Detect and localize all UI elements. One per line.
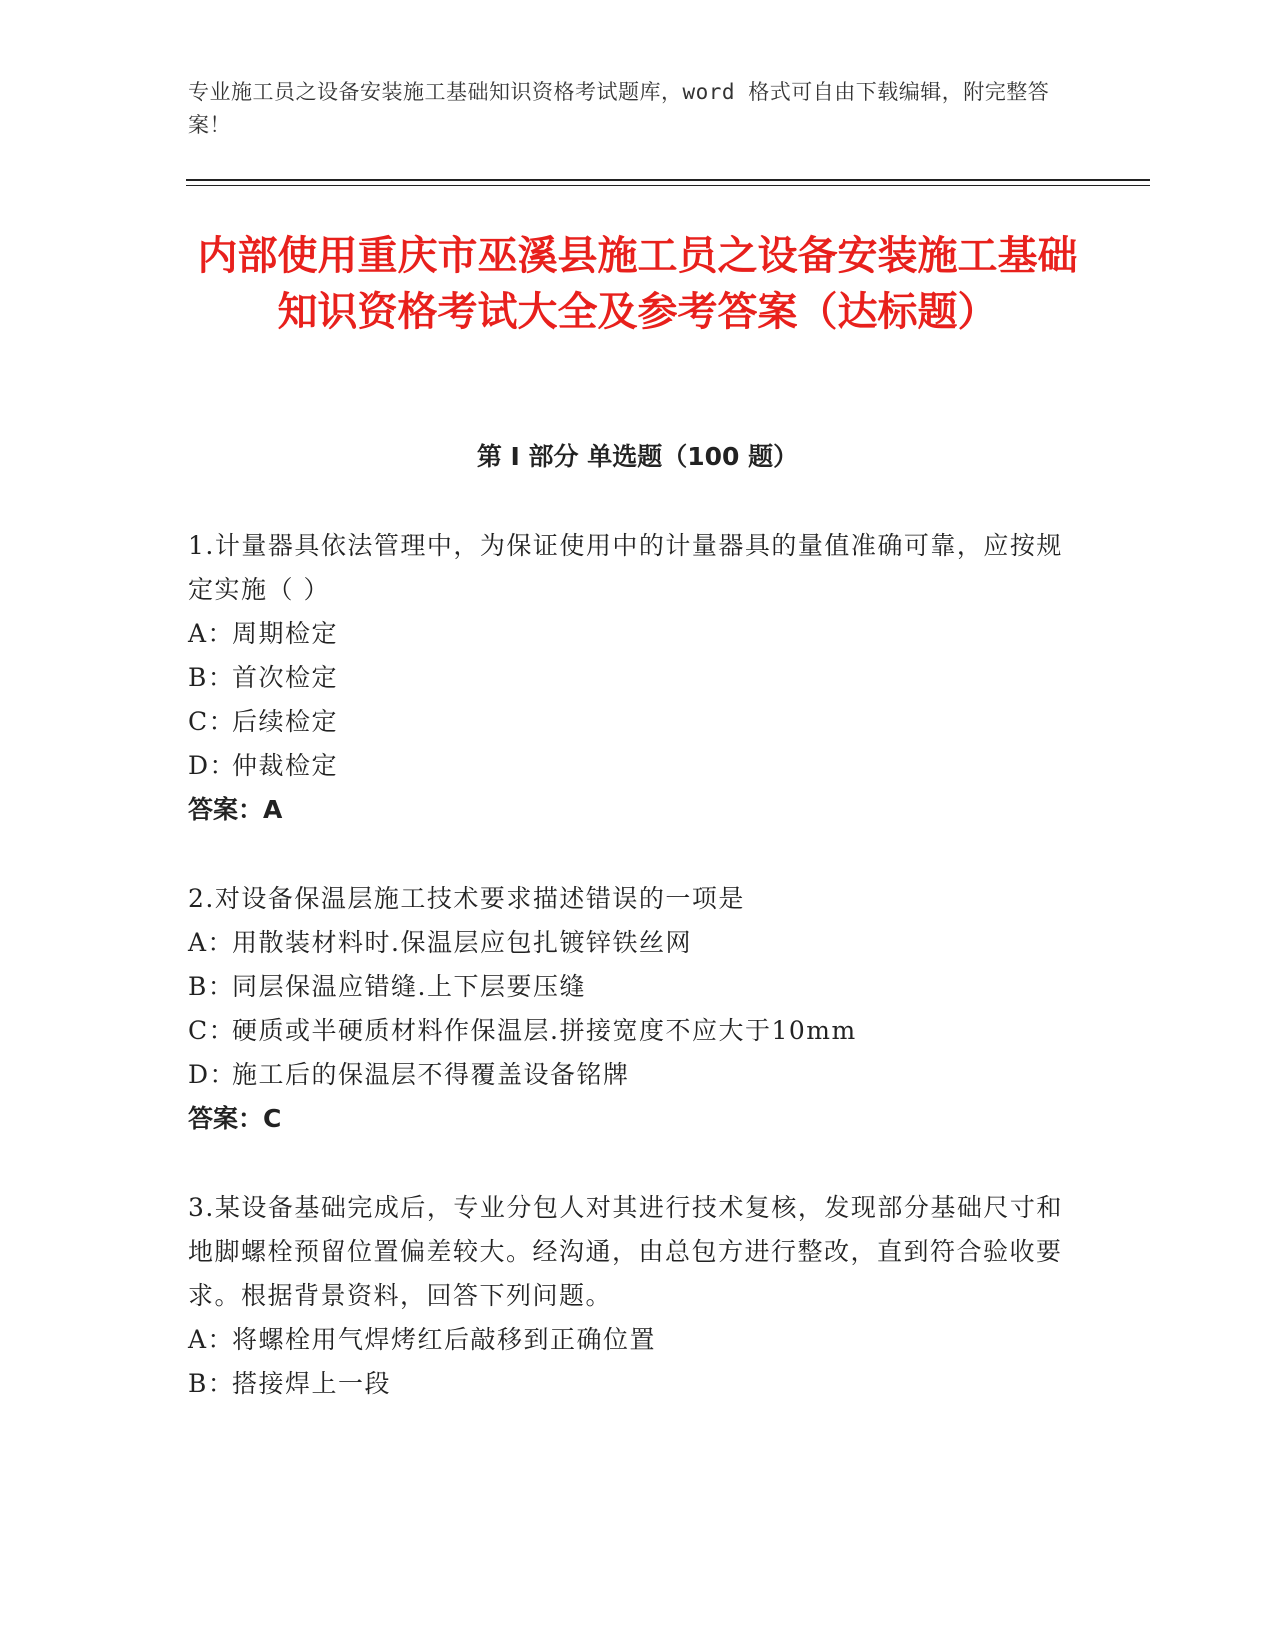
option-a	[188, 612, 1068, 656]
question-2	[188, 877, 1068, 1141]
header-note: 专业施工员之设备安装施工基础知识资格考试题库，word 格式可自由下载编辑，附完整答案！	[188, 80, 1050, 137]
answer-line: 答案：C	[188, 1104, 282, 1133]
option-a	[188, 1318, 1068, 1362]
option-b	[188, 965, 1068, 1009]
header-divider-thick	[186, 179, 1150, 181]
document-title: 内部使用重庆市巫溪县施工员之设备安装施工基础知识资格考试大全及参考答案（达标题）	[197, 233, 1078, 335]
option-key: B：	[188, 1369, 235, 1398]
question-text: 2.对设备保温层施工技术要求描述错误的一项是	[188, 884, 745, 913]
option-d	[188, 1053, 1068, 1097]
option-text: 后续检定	[232, 707, 339, 736]
question-list	[188, 524, 1068, 1451]
option-d	[188, 744, 1068, 788]
option-b	[188, 1362, 1068, 1406]
option-text: 周期检定	[232, 619, 339, 648]
option-key: D：	[188, 751, 237, 780]
option-key: C：	[188, 707, 236, 736]
header-divider-thin	[186, 185, 1150, 186]
section-heading: 第 I 部分 单选题（100 题）	[476, 442, 799, 471]
option-text: 将螺栓用气焊烤红后敲移到正确位置	[232, 1325, 657, 1354]
answer-line: 答案：A	[188, 795, 283, 824]
option-text: 用散装材料时.保温层应包扎镀锌铁丝网	[232, 928, 692, 957]
option-key: A：	[188, 619, 235, 648]
option-key: C：	[188, 1016, 236, 1045]
option-text: 仲裁检定	[232, 751, 339, 780]
question-text: 3.某设备基础完成后，专业分包人对其进行技术复核，发现部分基础尺寸和地脚螺栓预留位置偏差较大。经沟通，由总包方进行整改，直到符合验收要求。根据背景资料，回答下列问题。	[188, 1193, 1063, 1310]
option-key: A：	[188, 1325, 235, 1354]
question-text: 1.计量器具依法管理中，为保证使用中的计量器具的量值准确可靠，应按规定实施（ ）	[188, 531, 1063, 604]
option-text: 同层保温应错缝.上下层要压缝	[232, 972, 586, 1001]
option-c	[188, 1009, 1068, 1053]
option-b	[188, 656, 1068, 700]
option-c	[188, 700, 1068, 744]
option-text: 搭接焊上一段	[232, 1369, 392, 1398]
option-key: B：	[188, 972, 235, 1001]
option-key: B：	[188, 663, 235, 692]
question-1	[188, 524, 1068, 832]
option-text: 首次检定	[232, 663, 339, 692]
option-text: 硬质或半硬质材料作保温层.拼接宽度不应大于10mm	[232, 1016, 857, 1045]
question-3	[188, 1186, 1068, 1406]
option-a	[188, 921, 1068, 965]
option-key: D：	[188, 1060, 237, 1089]
option-key: A：	[188, 928, 235, 957]
option-text: 施工后的保温层不得覆盖设备铭牌	[232, 1060, 630, 1089]
